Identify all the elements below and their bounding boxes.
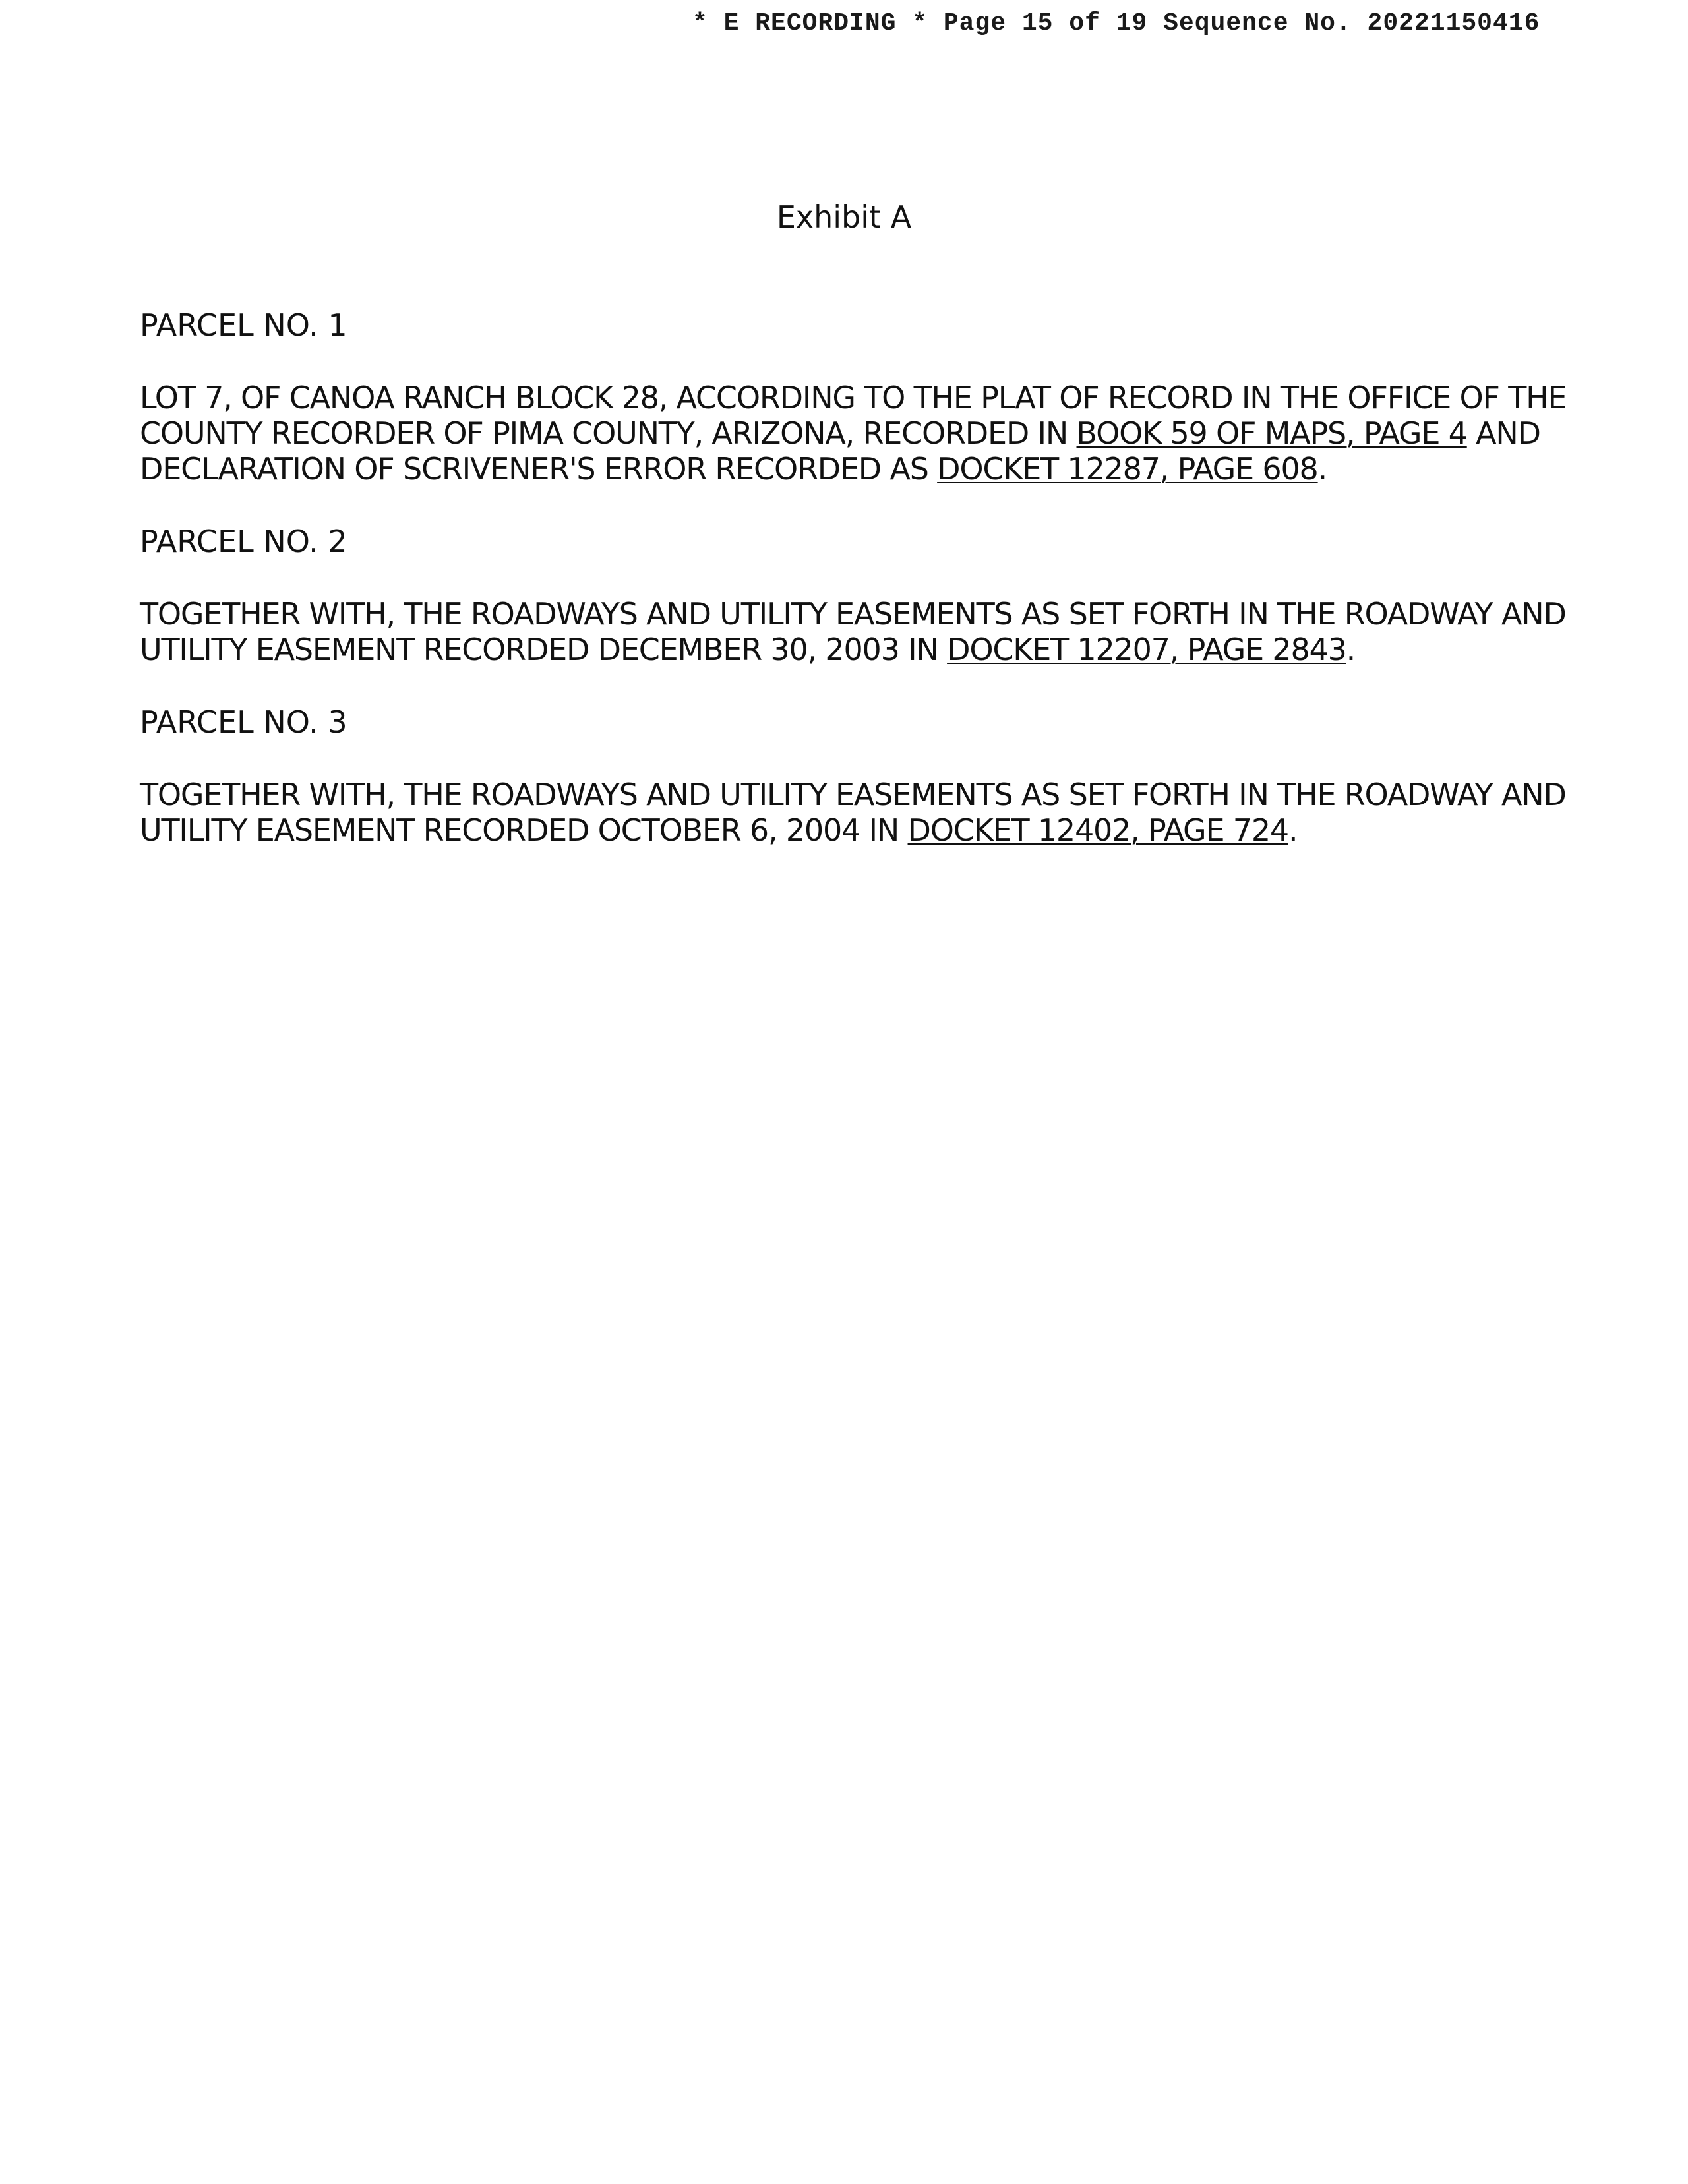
parcel-2-line-2 [140, 632, 1577, 667]
recording-header: * E RECORDING * Page 15 of 19 Sequence No. 20221150416 [692, 9, 1540, 38]
line-text: UTILITY EASEMENT RECORDED DECEMBER 30, 2003 IN [140, 632, 948, 667]
recording-reference: DOCKET 12402, PAGE 724 [907, 812, 1288, 848]
parcel-1-heading: PARCEL NO. 1 [140, 307, 347, 343]
line-text: . [1317, 451, 1327, 487]
line-text: UTILITY EASEMENT RECORDED OCTOBER 6, 2004 IN [140, 812, 908, 848]
recording-reference: DOCKET 12287, PAGE 608 [937, 451, 1318, 487]
parcel-3-line-1 [140, 777, 1577, 812]
parcel-2-line-1 [140, 596, 1577, 632]
parcel-1-line-3 [140, 451, 1577, 487]
line-text: AND [1466, 415, 1540, 451]
recording-reference: BOOK 59 OF MAPS, PAGE 4 [1076, 415, 1467, 451]
parcel-3-line-2 [140, 812, 1577, 848]
line-text: TOGETHER WITH, THE ROADWAYS AND UTILITY EASEMENTS AS SET FORTH IN THE ROADWAY AND [140, 777, 1566, 812]
line-text: LOT 7, OF CANOA RANCH BLOCK 28, ACCORDING TO THE PLAT OF RECORD IN THE OFFICE OF THE [140, 380, 1567, 415]
parcel-1-line-2 [140, 415, 1577, 451]
parcel-2-heading: PARCEL NO. 2 [140, 524, 347, 559]
parcel-1-description [140, 380, 1577, 487]
parcel-3-heading: PARCEL NO. 3 [140, 704, 347, 740]
exhibit-title: Exhibit A [776, 199, 912, 235]
line-text: TOGETHER WITH, THE ROADWAYS AND UTILITY EASEMENTS AS SET FORTH IN THE ROADWAY AND [140, 596, 1566, 632]
line-text: DECLARATION OF SCRIVENER'S ERROR RECORDED AS [140, 451, 938, 487]
line-text: . [1346, 632, 1356, 667]
parcel-2-description [140, 596, 1577, 667]
line-text: COUNTY RECORDER OF PIMA COUNTY, ARIZONA, RECORDED IN [140, 415, 1077, 451]
parcel-3-description [140, 777, 1577, 848]
parcel-1-line-1 [140, 380, 1577, 415]
recording-reference: DOCKET 12207, PAGE 2843 [947, 632, 1346, 667]
line-text: . [1288, 812, 1298, 848]
exhibit-body [140, 307, 1577, 885]
